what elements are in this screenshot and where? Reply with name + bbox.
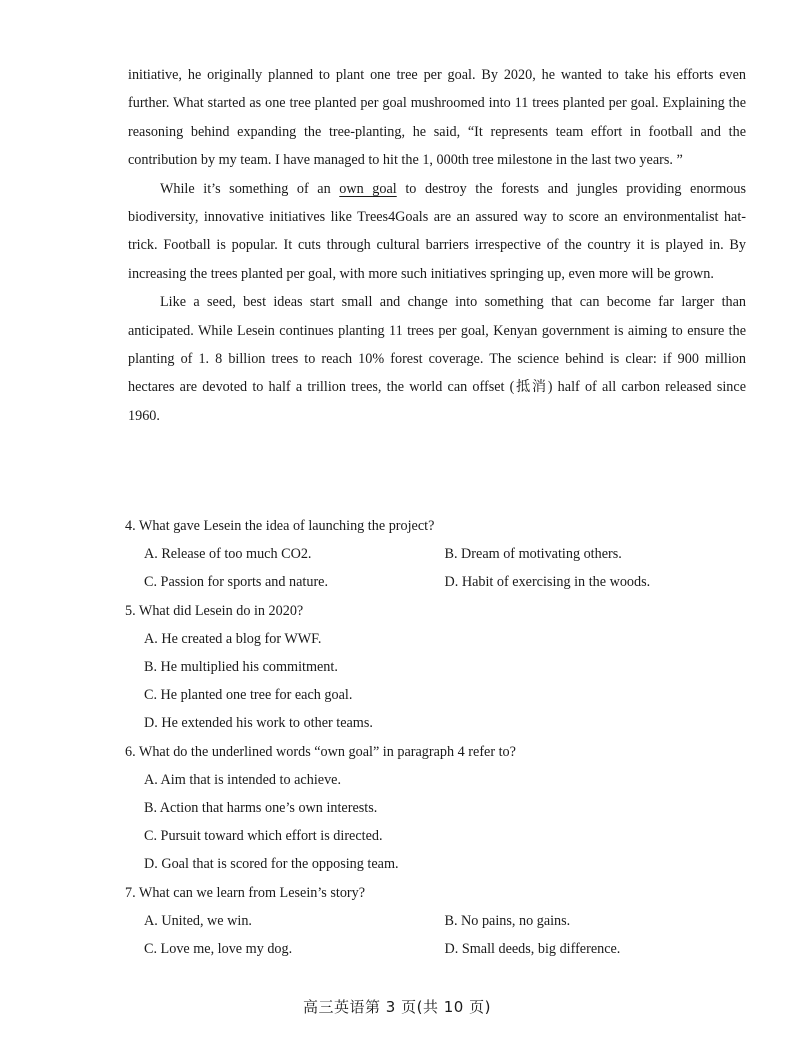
option-d: D. Habit of exercising in the woods. [444, 574, 651, 591]
option-c: C. Love me, love my dog. [144, 941, 293, 958]
option-b: B. He multiplied his commitment. [144, 659, 338, 676]
option-d: D. Small deeds, big difference. [444, 941, 621, 958]
option-row [144, 540, 745, 568]
option-c: C. He planted one tree for each goal. [144, 687, 353, 704]
question-4 [125, 512, 745, 597]
question-5 [125, 597, 745, 738]
underlined-own-goal: own goal [339, 180, 397, 197]
page-footer: 高三英语第 3 页(共 10 页) [303, 998, 491, 1016]
option-grid [125, 540, 745, 596]
option-a: A. Aim that is intended to achieve. [144, 771, 342, 788]
question-stem: 4. What gave Lesein the idea of launching the project? [125, 518, 435, 534]
option-d: D. He extended his work to other teams. [144, 715, 373, 732]
option-grid [125, 907, 745, 963]
paragraph-2-rest: to destroy the forests and jungles providing enormous biodiversity, innovative initiatives like Trees4Goals are an assured way to score an environmentalist hat-trick. Football is popular. It cuts through cultural barriers irrespective of the country it is played in. By increasing the trees planted per goal, with more such initiatives springing up, even more will be grown. [128, 180, 746, 282]
option-a: A. United, we win. [144, 912, 252, 929]
question-7 [125, 879, 745, 964]
question-list [125, 512, 745, 963]
paragraph-2-lead: While it’s something of an [160, 180, 340, 197]
question-stem: 6. What do the underlined words “own goal” in paragraph 4 refer to? [125, 743, 516, 760]
option-b: B. Dream of motivating others. [444, 546, 622, 563]
option-list [125, 766, 745, 879]
option-b: B. Action that harms one’s own interests. [144, 800, 378, 817]
passage-paragraph-1: initiative, he originally planned to plant one tree per goal. By 2020, he wanted to take his efforts even further. What started as one tree planted per goal mushroomed into 11 trees planted per goal. Explaining the reasoning behind expanding the tree-planting, he said, “It represents team effort in football and the contribution by my team. I have managed to hit the 1, 000th tree milestone in the last two years. ” [128, 67, 746, 169]
passage-paragraph-2 [128, 175, 746, 289]
option-row [144, 935, 745, 963]
question-stem: 7. What can we learn from Lesein’s story? [125, 884, 366, 901]
question-6 [125, 738, 745, 879]
reading-passage [128, 61, 746, 430]
option-list [125, 625, 745, 738]
option-a: A. Release of too much CO2. [144, 546, 312, 563]
option-b: B. No pains, no gains. [444, 912, 571, 929]
option-c: C. Pursuit toward which effort is directed. [144, 828, 383, 845]
question-stem: 5. What did Lesein do in 2020? [125, 602, 304, 619]
option-a: A. He created a blog for WWF. [144, 630, 322, 647]
option-d: D. Goal that is scored for the opposing team. [144, 856, 399, 873]
option-row [144, 568, 745, 596]
option-row [144, 907, 745, 935]
option-c: C. Passion for sports and nature. [144, 574, 329, 591]
passage-paragraph-3: Like a seed, best ideas start small and change into something that can become far larger than anticipated. While Lesein continues planting 11 trees per goal, Kenyan government is aiming to ensure the planting of 1. 8 billion trees to reach 10% forest coverage. The science behind is clear: if 900 million hectares are devoted to half a trillion trees, the world can offset (抵消) half of all carbon released since 1960. [128, 294, 746, 424]
